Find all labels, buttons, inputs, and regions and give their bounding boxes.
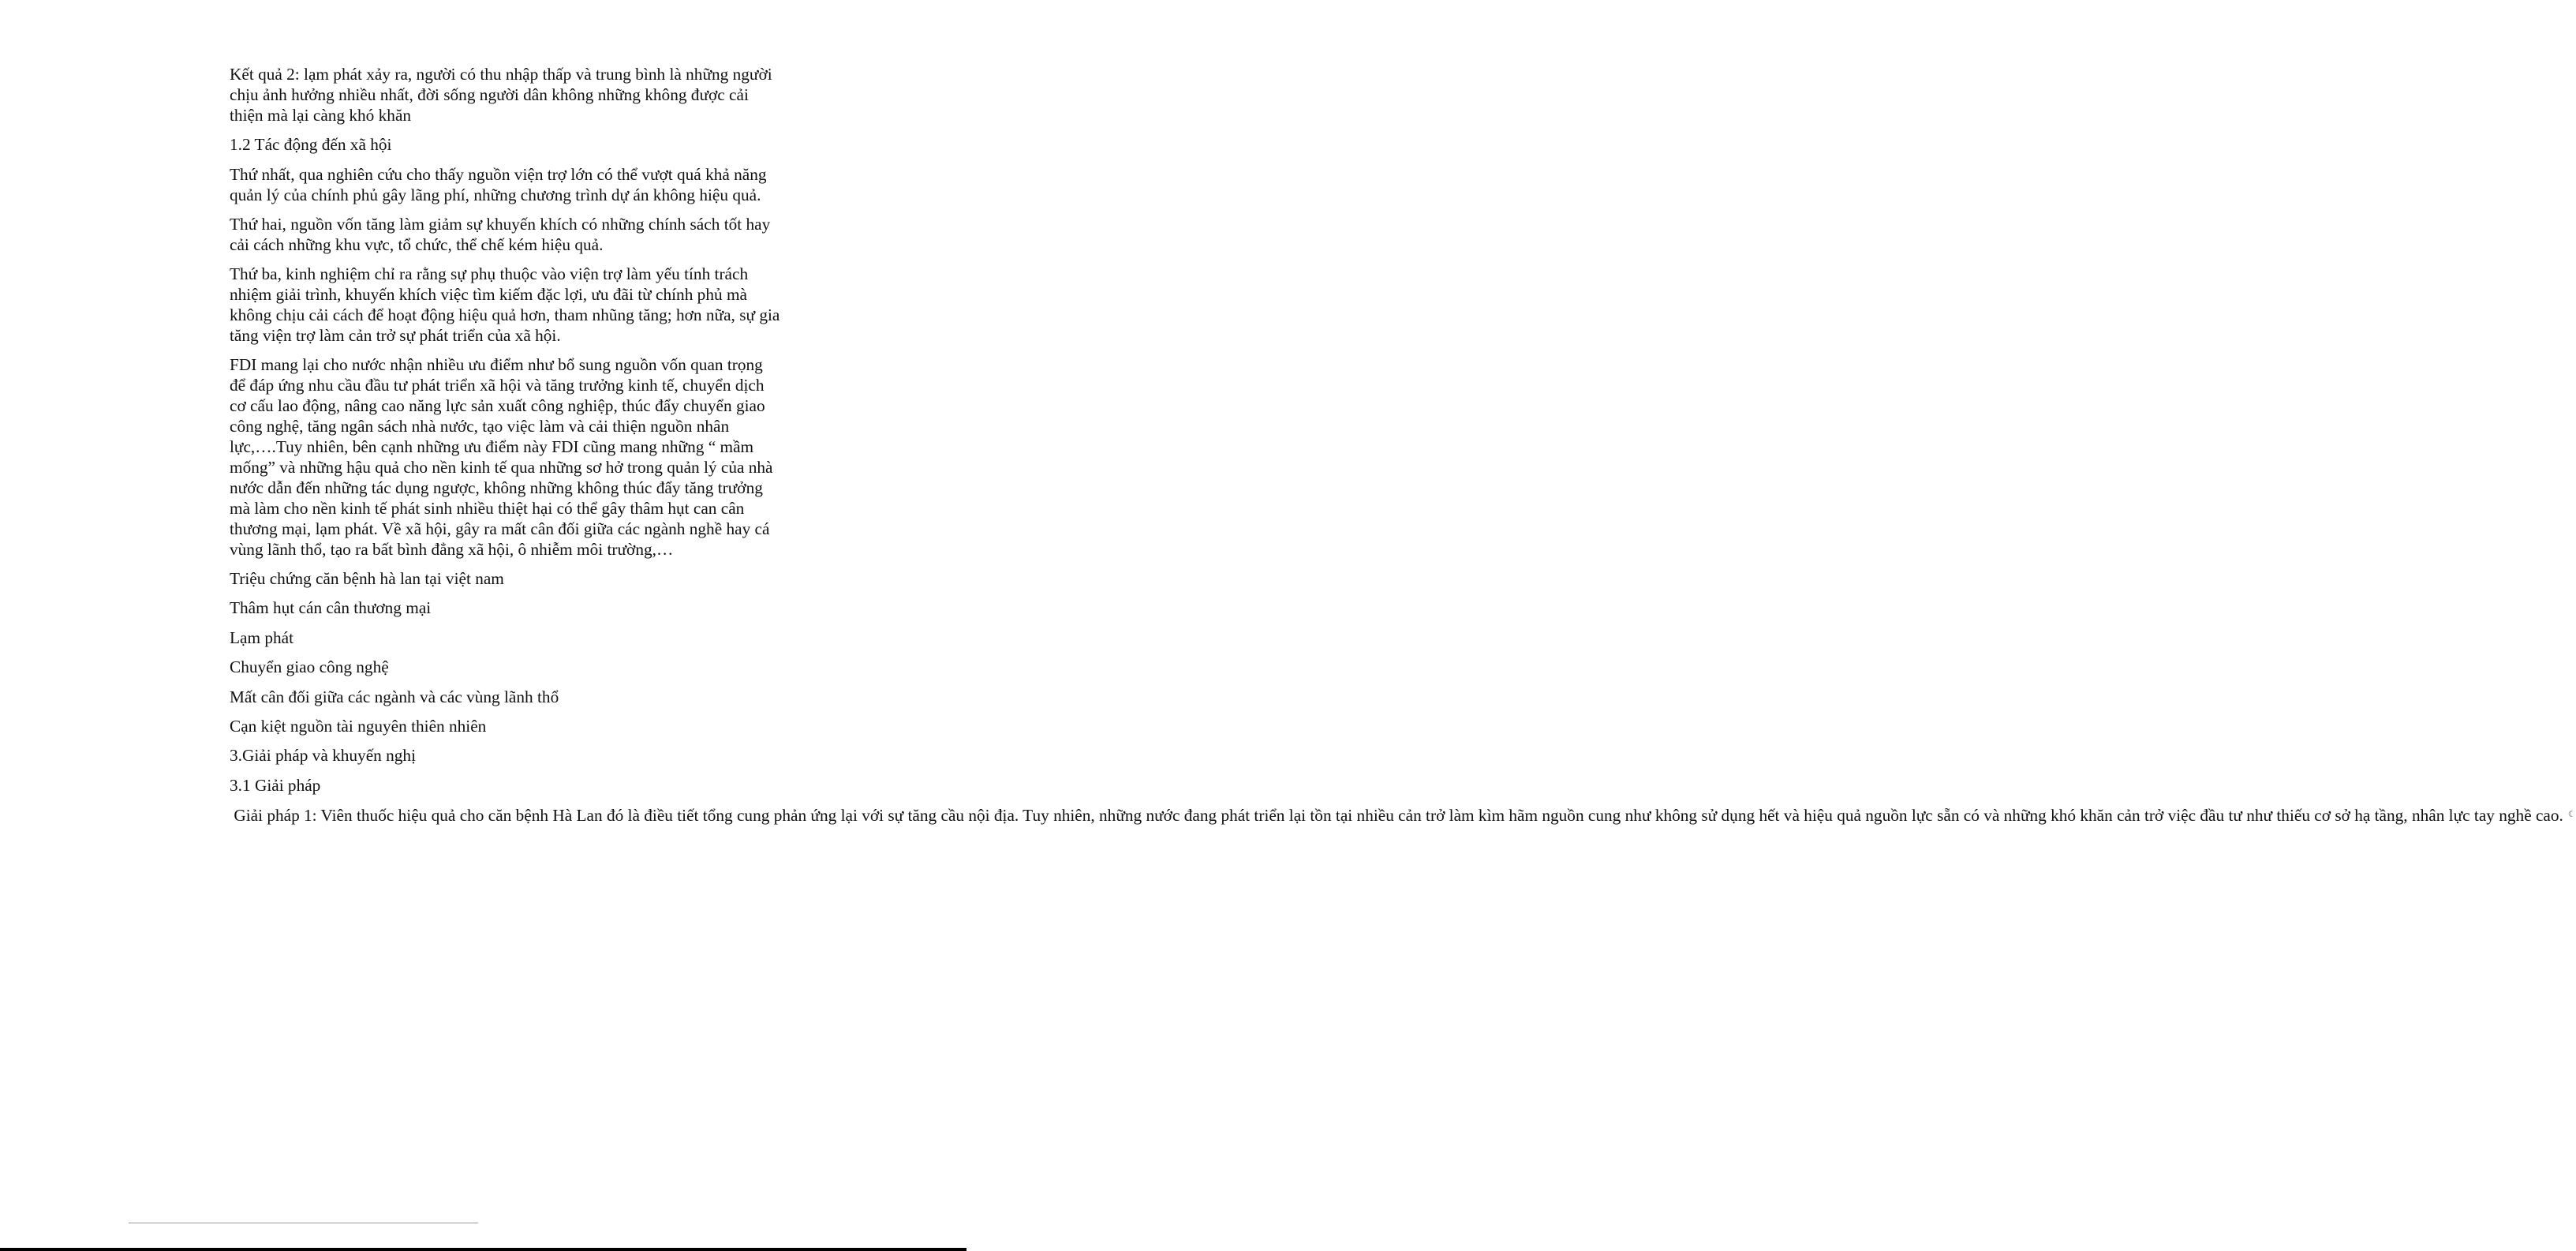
list-item-chuyen-giao: Chuyển giao công nghệ	[230, 657, 389, 677]
list-item-lam-phat: Lạm phát	[230, 627, 294, 647]
list-item-can-kiet: Cạn kiệt nguồn tài nguyên thiên nhiên	[230, 716, 487, 736]
heading-trieu-chung: Triệu chứng căn bệnh hà lan tại việt nam	[230, 568, 504, 588]
document-body	[230, 65, 2576, 836]
paragraph-thu-nhat: Thứ nhất, qua nghiên cứu cho thấy nguồn viện trợ lớn có thể vượt quá khả năng quản lý của chính phủ gây lãng phí, những chương trình dự án không hiệu quả.	[230, 164, 767, 204]
heading-giai-phap: 3.1 Giải pháp	[230, 775, 321, 795]
heading-giai-phap-khuyen-nghi: 3.Giải pháp và khuyến nghị	[230, 746, 416, 766]
list-item-tham-hut: Thâm hụt cán cân thương mại	[230, 598, 432, 618]
paragraph-giai-phap-1-text: Giải pháp 1: Viên thuốc hiệu quả cho căn bệnh Hà Lan đó là điều tiết tổng cung phản ứng lại với sự tăng cầu nội địa. Tuy nhiên, những nước đang phát triển lại tồn tại nhiều cản trở làm kìm hãm nguồn cung như không sử dụng hết và hiệu quả nguồn lực sẵn có và những khó khăn cản trở việc đầu tư như thiếu cơ sở hạ tầng, nhân lực tay nghề cao.	[230, 806, 2563, 826]
page-bottom-border	[0, 1248, 966, 1251]
footnote-marker-icon: ☾	[2567, 810, 2576, 820]
heading-tac-dong-xa-hoi: 1.2 Tác động đến xã hội	[230, 135, 392, 155]
paragraph-ket-qua-2: Kết quả 2: lạm phát xảy ra, người có thu nhập thấp và trung bình là những người chịu ảnh hưởng nhiều nhất, đời sống người dân không những không được cải thiện mà lại càng khó khăn	[230, 65, 772, 125]
paragraph-thu-ba: Thứ ba, kinh nghiệm chỉ ra rằng sự phụ thuộc vào viện trợ làm yếu tính trách nhiệm giải trình, khuyến khích việc tìm kiếm đặc lợi, ưu đãi từ chính phủ mà không chịu cải cách để hoạt động hiệu quả hơn, tham nhũng tăng; hơn nữa, sự gia tăng viện trợ làm cản trở sự phát triển của xã hội.	[230, 264, 780, 345]
paragraph-thu-hai: Thứ hai, nguồn vốn tăng làm giảm sự khuyến khích có những chính sách tốt hay cải cách những khu vực, tổ chức, thể chế kém hiệu quả.	[230, 214, 771, 254]
list-item-mat-can-doi: Mất cân đối giữa các ngành và các vùng lãnh thổ	[230, 687, 559, 706]
paragraph-giai-phap-1	[230, 805, 2576, 826]
paragraph-fdi: FDI mang lại cho nước nhận nhiều ưu điểm như bổ sung nguồn vốn quan trọng để đáp ứng nhu cầu đầu tư phát triển xã hội và tăng trưởng kinh tế, chuyển dịch cơ cấu lao động, nâng cao năng lực sản xuất công nghiệp, thúc đẩy chuyển giao công nghệ, tăng ngân sách nhà nước, tạo việc làm và cải thiện nguồn nhân lực,….Tuy nhiên, bên cạnh những ưu điểm này FDI cũng mang những “ mầm mống” và những hậu quả cho nền kinh tế qua những sơ hở trong quản lý của nhà nước dẫn đến những tác dụng ngược, không những không thúc đẩy tăng trưởng mà làm cho nền kinh tế phát sinh nhiều thiệt hại có thể gây thâm hụt can cân thương mại, lạm phát. Về xã hội, gây ra mất cân đối giữa các ngành nghề hay cá vùng lãnh thổ, tạo ra bất bình đẳng xã hội, ô nhiễm môi trường,…	[230, 355, 773, 559]
